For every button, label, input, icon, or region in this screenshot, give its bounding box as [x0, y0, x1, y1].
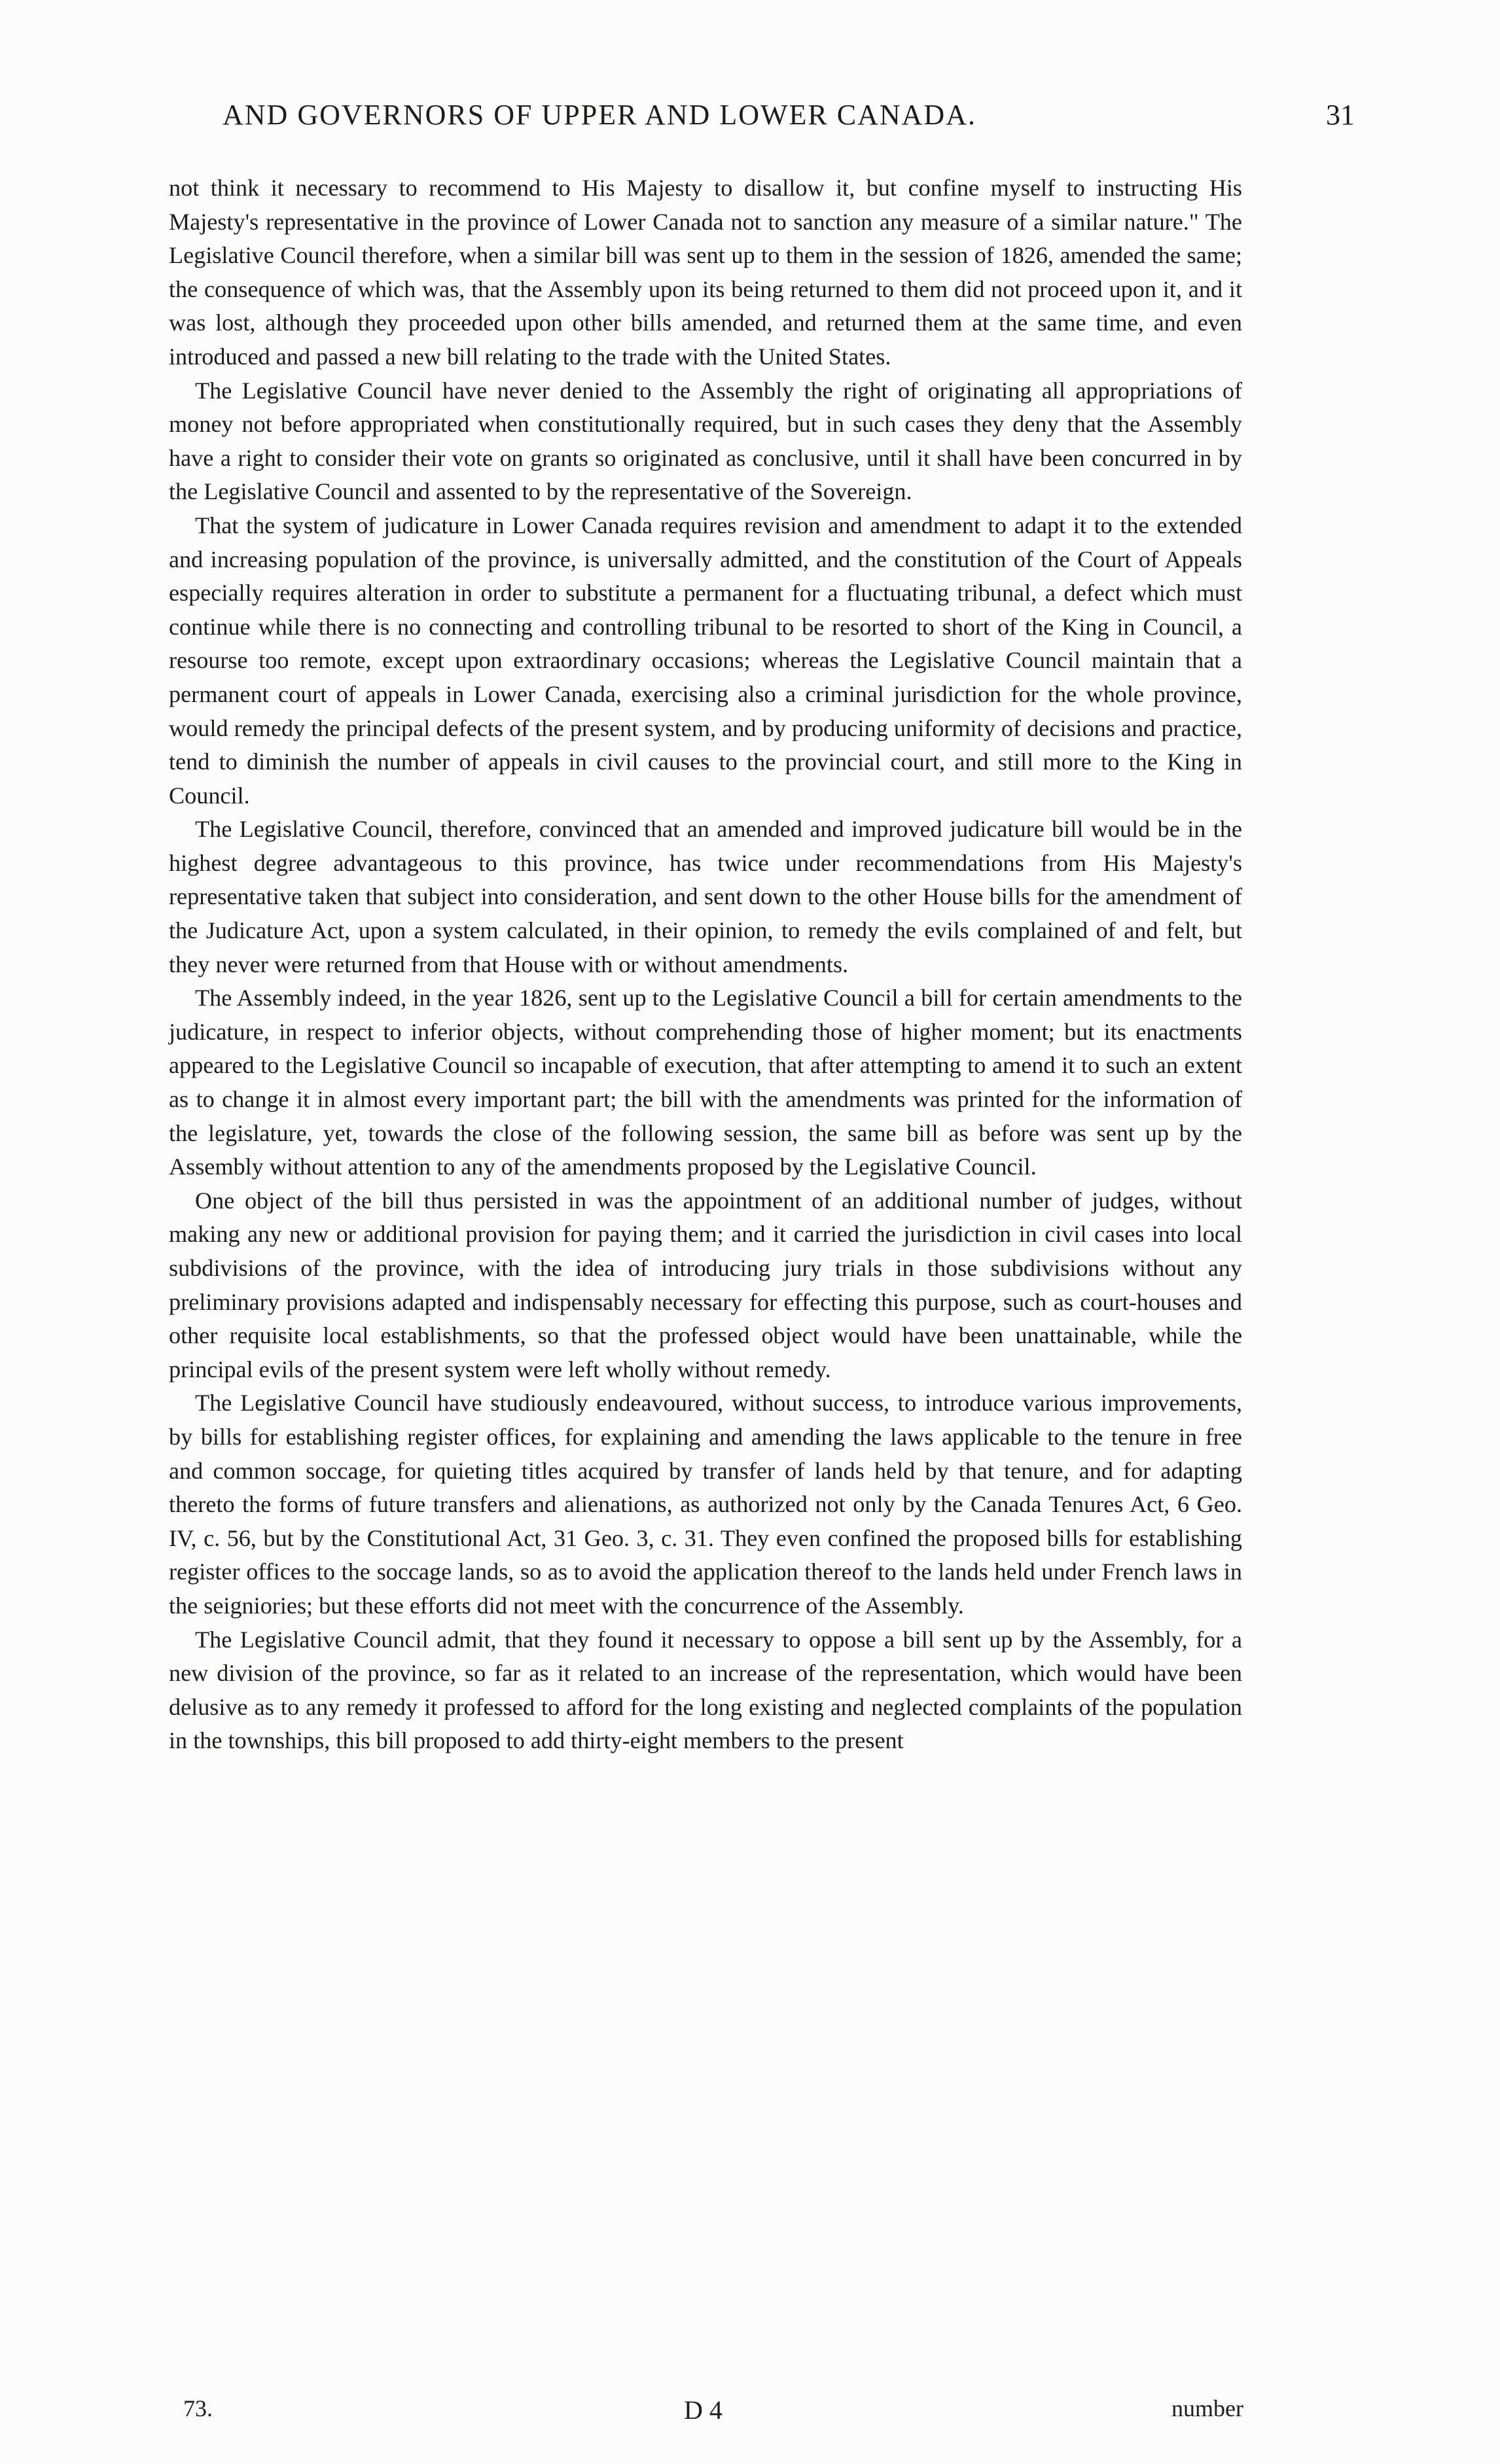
paragraph-3: That the system of judicature in Lower Canada requires revision and amendment to adapt it to the extended and increasing population of the province, is universally admitted, and the constitution of the Court of Appeals especially requires alteration in order to substitute a permanent for a fluctuating tribunal, a defect which must continue while there is no connecting and controlling tribunal to be resorted to short of the King in Council, a resourse too remote, except upon extraordinary occasions; whereas the Legislative Council maintain that a permanent court of appeals in Lower Canada, exercising also a criminal jurisdiction for the whole province, would remedy the principal defects of the present system, and by producing uniformity of decisions and practice, tend to diminish the number of appeals in civil causes to the provincial court, and still more to the King in Council. [169, 512, 1242, 809]
running-head [223, 98, 1355, 150]
paragraph-7: The Legislative Council have studiously endeavoured, without success, to introduce various improvements, by bills for establishing register offices, for explaining and amending the laws applicable to the tenure in free and common soccage, for quieting titles acquired by transfer of lands held by that tenure, and for adapting thereto the forms of future transfers and alienations, as authorized not only by the Canada Tenures Act, 6 Geo. IV, c. 56, but by the Constitutional Act, 31 Geo. 3, c. 31. They even confined the proposed bills for establishing register offices to the soccage lands, so as to avoid the application thereof to the lands held under French laws in the seigniories; but these efforts did not meet with the concurrence of the Assembly. [169, 1390, 1242, 1619]
paragraph-1: not think it necessary to recommend to His Majesty to disallow it, but confine myself to instructing His Majesty's representative in the province of Lower Canada not to sanction any measure of a similar nature." The Legislative Council therefore, when a similar bill was sent up to them in the session of 1826, amended the same; the consequence of which was, that the Assembly upon its being returned to them did not proceed upon it, and it was lost, although they proceeded upon other bills amended, and returned them at the same time, and even introduced and passed a new bill relating to the trade with the United States. [169, 175, 1242, 370]
sheet-number: 73. [183, 2395, 213, 2421]
paragraph-5: The Assembly indeed, in the year 1826, sent up to the Legislative Council a bill for certain amendments to the judicature, in respect to inferior objects, without comprehending those of higher moment; but its enactments appeared to the Legislative Council so incapable of execution, that after attempting to amend it to such an extent as to change it in almost every important part; the bill with the amendments was printed for the information of the legislature, yet, towards the close of the following session, the same bill as before was sent up by the Assembly without attention to any of the amendments proposed by the Legislative Council. [169, 985, 1242, 1180]
paragraph-4: The Legislative Council, therefore, convinced that an amended and improved judicature bill would be in the highest degree advantageous to this province, has twice under recommendations from His Majesty's representative taken that subject into consideration, and sent down to the other House bills for the amendment of the Judicature Act, upon a system calculated, in their opinion, to remedy the evils complained of and felt, but they never were returned from that House with or without amendments. [169, 816, 1242, 977]
page-footer [164, 2395, 1243, 2434]
catchword: number [1171, 2395, 1243, 2421]
text-body [169, 171, 1242, 1758]
paragraph-8: The Legislative Council admit, that they found it necessary to oppose a bill sent up by the Assembly, for a new division of the province, so far as it related to an increase of the representation, which would have been delusive as to any remedy it professed to afford for the long existing and neglected complaints of the population in the townships, this bill proposed to add thirty-eight members to the present [169, 1626, 1242, 1754]
paragraph-6: One object of the bill thus persisted in was the appointment of an additional number of judges, without making any new or additional provision for paying them; and it carried the jurisdiction in civil cases into local subdivisions of the province, with the idea of introducing jury trials in those subdivisions without any preliminary provisions adapted and indispensably necessary for effecting this purpose, such as court-houses and other requisite local establishments, so that the professed object would have been unattainable, while the principal evils of the present system were left wholly without remedy. [169, 1187, 1242, 1382]
signature-mark: D 4 [684, 2395, 723, 2425]
running-title: AND GOVERNORS OF UPPER AND LOWER CANADA. [223, 99, 976, 131]
paragraph-2: The Legislative Council have never denied to the Assembly the right of originating all appropriations of money not before appropriated when constitutionally required, but in such cases they deny that the Assembly have a right to consider their vote on grants so originated as conclusive, until it shall have been concurred in by the Legislative Council and assented to by the representative of the Sovereign. [169, 377, 1242, 505]
page-number: 31 [1326, 99, 1355, 131]
